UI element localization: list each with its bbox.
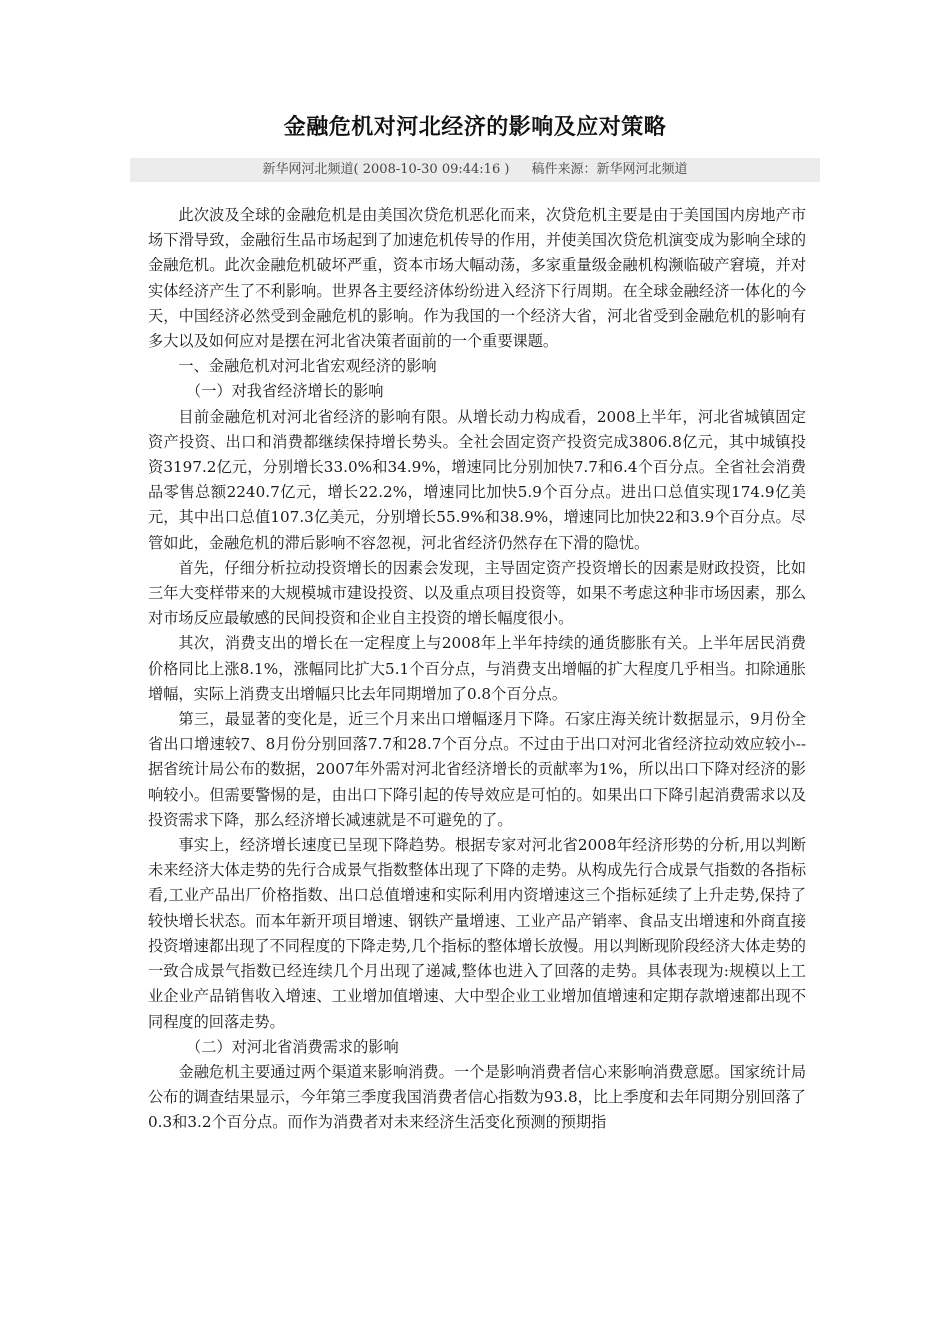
subsection-heading-1: （一）对我省经济增长的影响	[186, 382, 384, 401]
paragraph-growth: 目前金融危机对河北省经济的影响有限。从增长动力构成看，2008上半年，河北省城镇固定资产投资、出口和消费都继续保持增长势头。全社会固定资产投资完成3806.8亿元，其中城镇投资3197.2亿元，分别增长33.0%和34.9%，增速同比分别加快7.7和6.4个百分点。全省社会消费品零售总额2240.7亿元，增长22.2%，增速同比加快5.9个百分点。进出口总值实现174.9亿美元，其中出口总值107.3亿美元，分别增长55.9%和38.9%，增速同比加快22和3.9个百分点。尽管如此，金融危机的滞后影响不容忽视，河北省经济仍然存在下滑的隐忧。	[148, 407, 806, 552]
subsection-heading-2: （二）对河北省消费需求的影响	[186, 1037, 399, 1056]
meta-source: 新华网河北频道	[262, 162, 354, 177]
section-heading-1: 一、金融危机对河北省宏观经济的影响	[178, 357, 437, 376]
paragraph-first: 首先，仔细分析拉动投资增长的因素会发现，主导固定资产投资增长的因素是财政投资，比如三年大变样带来的大规模城市建设投资、以及重点项目投资等，如果不考虑这种非市场因素，那么对市场反应最敏感的民间投资和企业自主投资的增长幅度很小。	[148, 558, 806, 628]
article-meta-bar	[130, 158, 820, 182]
meta-origin-label: 稿件来源：	[531, 162, 597, 177]
article-body	[148, 203, 806, 1136]
article-title: 金融危机对河北经济的影响及应对策略	[283, 114, 667, 140]
meta-origin: 新华网河北频道	[596, 162, 688, 177]
paragraph-intro: 此次波及全球的金融危机是由美国次贷危机恶化而来，次贷危机主要是由于美国国内房地产市场下滑导致，金融衍生品市场起到了加速危机传导的作用，并使美国次贷危机演变成为影响全球的金融危机。此次金融危机破坏严重，资本市场大幅动荡，多家重量级金融机构濒临破产窘境，并对实体经济产生了不利影响。世界各主要经济体纷纷进入经济下行周期。在全球金融经济一体化的今天，中国经济必然受到金融危机的影响。作为我国的一个经济大省，河北省受到金融危机的影响有多大以及如何应对是摆在河北省决策者面前的一个重要课题。	[148, 206, 806, 351]
meta-datetime: ( 2008-10-30 09:44:16 )	[353, 162, 510, 177]
paragraph-second: 其次，消费支出的增长在一定程度上与2008年上半年持续的通货膨胀有关。上半年居民消费价格同比上涨8.1%，涨幅同比扩大5.1个百分点，与消费支出增幅的扩大程度几乎相当。扣除通胀增幅，实际上消费支出增幅只比去年同期增加了0.8个百分点。	[148, 634, 806, 703]
paragraph-trend: 事实上，经济增长速度已呈现下降趋势。根据专家对河北省2008年经济形势的分析,用以判断未来经济大体走势的先行合成景气指数整体出现了下降的走势。从构成先行合成景气指数的各指标看,工业产品出厂价格指数、出口总值增速和实际利用内资增速这三个指标延续了上升走势,保持了较快增长状态。而本年新开项目增速、钢铁产量增速、工业产品产销率、食品支出增速和外商直接投资增速都出现了不同程度的下降走势,几个指标的整体增长放慢。用以判断现阶段经济大体走势的一致合成景气指数已经连续几个月出现了递减,整体也进入了回落的走势。具体表现为:规模以上工业企业产品销售收入增速、工业增加值增速、大中型企业工业增加值增速和定期存款增速都出现不同程度的回落走势。	[148, 836, 806, 1031]
paragraph-third: 第三，最显著的变化是，近三个月来出口增幅逐月下降。石家庄海关统计数据显示，9月份全省出口增速较7、8月份分别回落7.7和28.7个百分点。不过由于出口对河北省经济拉动效应较小--据省统计局公布的数据，2007年外需对河北省经济增长的贡献率为1%，所以出口下降对经济的影响较小。但需要警惕的是，由出口下降引起的传导效应是可怕的。如果出口下降引起消费需求以及投资需求下降，那么经济增长减速就是不可避免的了。	[148, 710, 806, 829]
paragraph-consumption: 金融危机主要通过两个渠道来影响消费。一个是影响消费者信心来影响消费意愿。国家统计局公布的调查结果显示，今年第三季度我国消费者信心指数为93.8，比上季度和去年同期分别回落了0.3和3.2个百分点。而作为消费者对未来经济生活变化预测的预期指	[148, 1062, 806, 1132]
